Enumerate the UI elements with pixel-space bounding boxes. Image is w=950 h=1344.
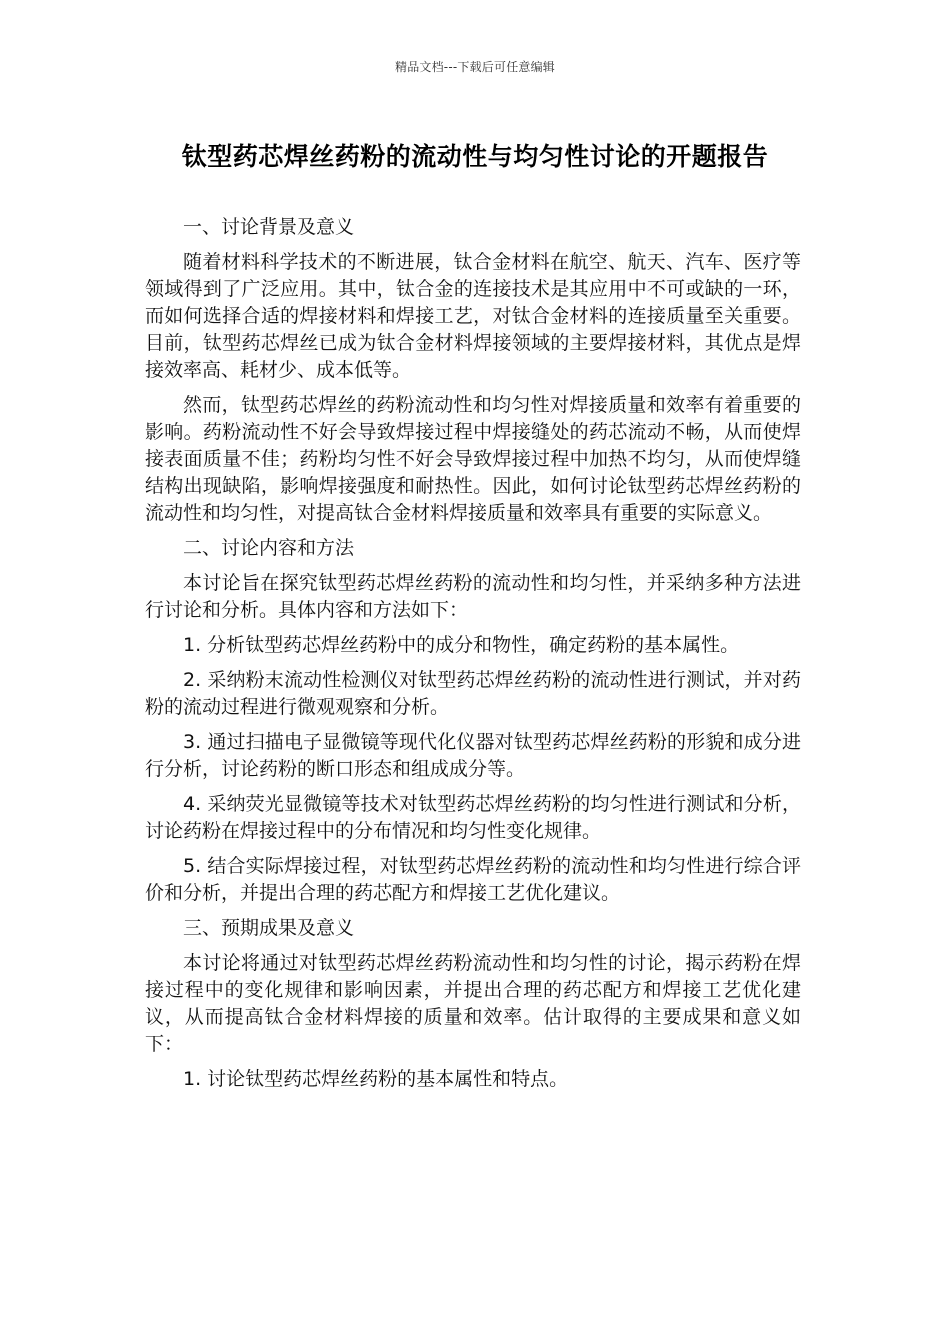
list-item: 3. 通过扫描电子显微镜等现代化仪器对钛型药芯焊丝药粉的形貌和成分进行分析，讨论药粉的断口形态和组成成分等。 — [145, 731, 801, 780]
section-heading-content-methods: 二、讨论内容和方法 — [183, 537, 355, 559]
document-title: 钛型药芯焊丝药粉的流动性与均匀性讨论的开题报告 — [181, 142, 769, 171]
document-body — [145, 214, 801, 1101]
paragraph: 随着材料科学技术的不断进展，钛合金材料在航空、航天、汽车、医疗等领域得到了广泛应用。其中，钛合金的连接技术是其应用中不可或缺的一环，而如何选择合适的焊接材料和焊接工艺，对钛合金材料的连接质量至关重要。目前，钛型药芯焊丝已成为钛合金材料焊接领域的主要焊接材料，其优点是焊接效率高、耗材少、成本低等。 — [145, 251, 801, 381]
paragraph: 然而，钛型药芯焊丝的药粉流动性和均匀性对焊接质量和效率有着重要的影响。药粉流动性不好会导致焊接过程中焊接缝处的药芯流动不畅，从而使焊接表面质量不佳；药粉均匀性不好会导致焊接过程中加热不均匀，从而使焊缝结构出现缺陷，影响焊接强度和耐热性。因此，如何讨论钛型药芯焊丝药粉的流动性和均匀性，对提高钛合金材料焊接质量和效率具有重要的实际意义。 — [145, 394, 801, 524]
header-note: 精品文档---下载后可任意编辑 — [395, 60, 555, 74]
list-item: 1. 分析钛型药芯焊丝药粉中的成分和物性，确定药粉的基本属性。 — [183, 634, 740, 656]
list-item: 2. 采纳粉末流动性检测仪对钛型药芯焊丝药粉的流动性进行测试，并对药粉的流动过程进行微观观察和分析。 — [145, 669, 801, 718]
paragraph: 本讨论将通过对钛型药芯焊丝药粉流动性和均匀性的讨论，揭示药粉在焊接过程中的变化规律和影响因素，并提出合理的药芯配方和焊接工艺优化建议，从而提高钛合金材料焊接的质量和效率。估计取得的主要成果和意义如下： — [145, 952, 801, 1055]
paragraph: 本讨论旨在探究钛型药芯焊丝药粉的流动性和均匀性，并采纳多种方法进行讨论和分析。具体内容和方法如下： — [145, 572, 801, 621]
list-item: 4. 采纳荧光显微镜等技术对钛型药芯焊丝药粉的均匀性进行测试和分析，讨论药粉在焊接过程中的分布情况和均匀性变化规律。 — [145, 793, 801, 842]
list-item: 1. 讨论钛型药芯焊丝药粉的基本属性和特点。 — [183, 1068, 569, 1090]
section-heading-expected-results: 三、预期成果及意义 — [183, 917, 355, 939]
section-heading-background: 一、讨论背景及意义 — [183, 216, 355, 238]
list-item: 5. 结合实际焊接过程，对钛型药芯焊丝药粉的流动性和均匀性进行综合评价和分析，并提出合理的药芯配方和焊接工艺优化建议。 — [145, 855, 801, 904]
